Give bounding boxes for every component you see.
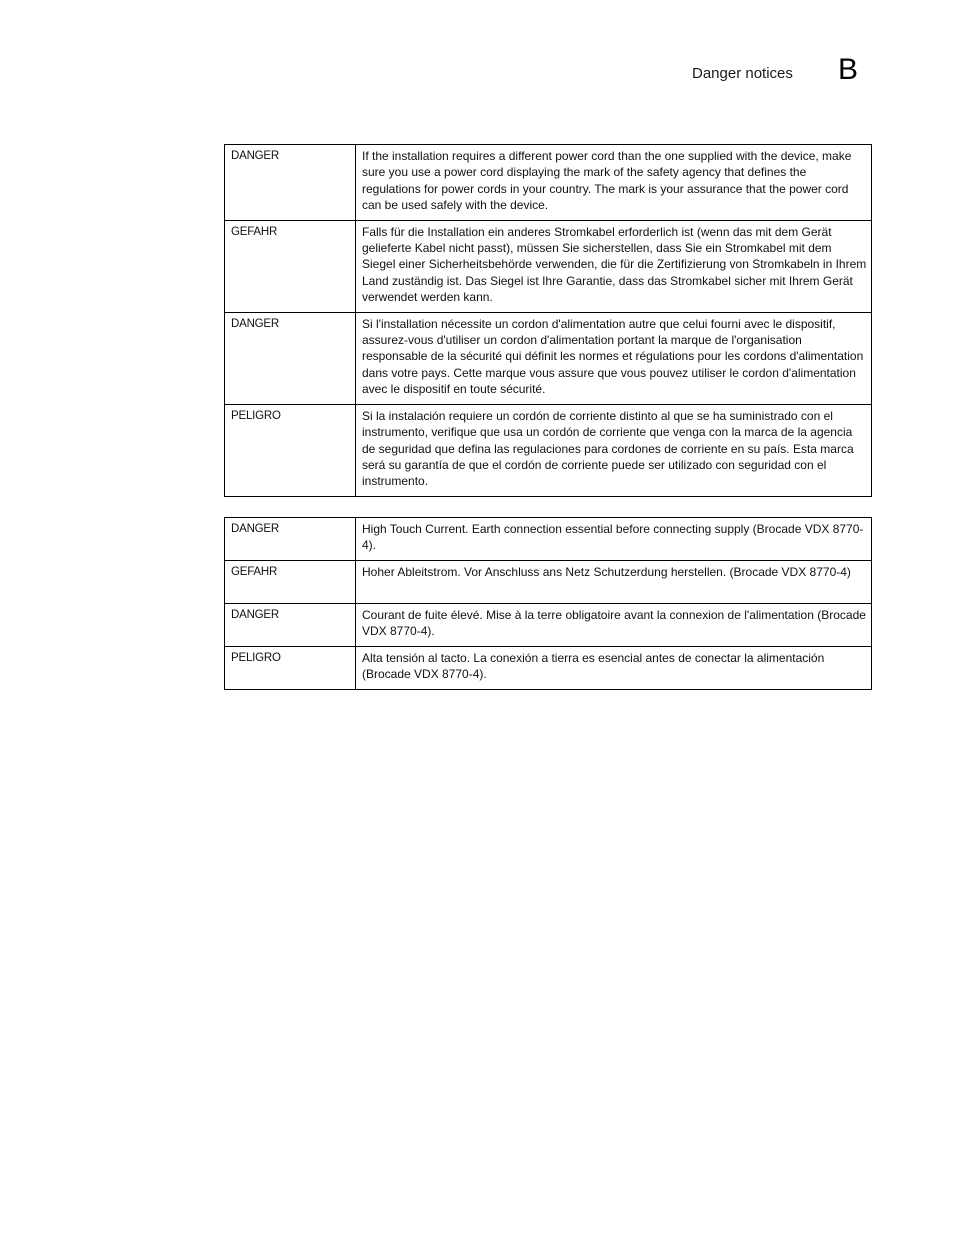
notice-label: DANGER — [225, 312, 356, 404]
table-row — [225, 561, 872, 604]
notice-text: Si l'installation nécessite un cordon d'alimentation autre que celui fourni avec le dispositif, assurez-vous d'utiliser un cordon d'alimentation portant la marque de l'organisation responsable de la sécurité qui définit les normes et régulations pour les cordons d'alimentation dans votre pays. Cette marque vous assure que vous pouvez utiliser le cordon d'alimentation avec le dispositif en toute sécurité. — [356, 312, 872, 404]
table-row — [225, 220, 872, 312]
touch-current-notice-table — [224, 517, 872, 690]
power-cord-notice-table — [224, 144, 872, 497]
page-header-title: Danger notices — [692, 65, 793, 82]
notice-text: Courant de fuite élevé. Mise à la terre obligatoire avant la connexion de l'alimentation (Brocade VDX 8770-4). — [356, 604, 872, 647]
notice-label: DANGER — [225, 145, 356, 221]
notice-label: GEFAHR — [225, 561, 356, 604]
notice-label: DANGER — [225, 518, 356, 561]
notice-text: Falls für die Installation ein anderes Stromkabel erforderlich ist (wenn das mit dem Gerät gelieferte Kabel nicht passt), müssen Sie sicherstellen, dass Sie ein Stromkabel mit dem Siegel einer Sicherheitsbehörde verwenden, die für die Zertifizierung von Stromkabeln in Ihrem Land zuständig ist. Das Siegel ist Ihre Garantie, dass das Stromkabel sicher mit Ihrem Gerät verwendet werden kann. — [356, 220, 872, 312]
notice-text: High Touch Current. Earth connection essential before connecting supply (Brocade VDX 8770-4). — [356, 518, 872, 561]
table-row — [225, 312, 872, 404]
notice-text: Alta tensión al tacto. La conexión a tierra es esencial antes de conectar la alimentación (Brocade VDX 8770-4). — [356, 647, 872, 690]
notice-label: PELIGRO — [225, 647, 356, 690]
notice-text: Si la instalación requiere un cordón de corriente distinto al que se ha suministrado con el instrumento, verifique que usa un cordón de corriente que venga con la marca de la agencia de seguridad que defina las regulaciones para cordones de corriente en su país. Esta marca será su garantía de que el cordón de corriente puede ser utilizado con seguridad con el instrumento. — [356, 404, 872, 496]
notice-label: DANGER — [225, 604, 356, 647]
notice-label: PELIGRO — [225, 404, 356, 496]
notice-text: If the installation requires a different power cord than the one supplied with the device, make sure you use a power cord displaying the mark of the safety agency that defines the regulations for power cords in your country. The mark is your assurance that the power cord can be used safely with the device. — [356, 145, 872, 221]
notice-label: GEFAHR — [225, 220, 356, 312]
table-row — [225, 145, 872, 221]
notice-text: Hoher Ableitstrom. Vor Anschluss ans Netz Schutzerdung herstellen. (Brocade VDX 8770-4) — [356, 561, 872, 604]
table-row — [225, 647, 872, 690]
table-row — [225, 604, 872, 647]
table-row — [225, 518, 872, 561]
appendix-letter: B — [838, 53, 859, 86]
table-row — [225, 404, 872, 496]
